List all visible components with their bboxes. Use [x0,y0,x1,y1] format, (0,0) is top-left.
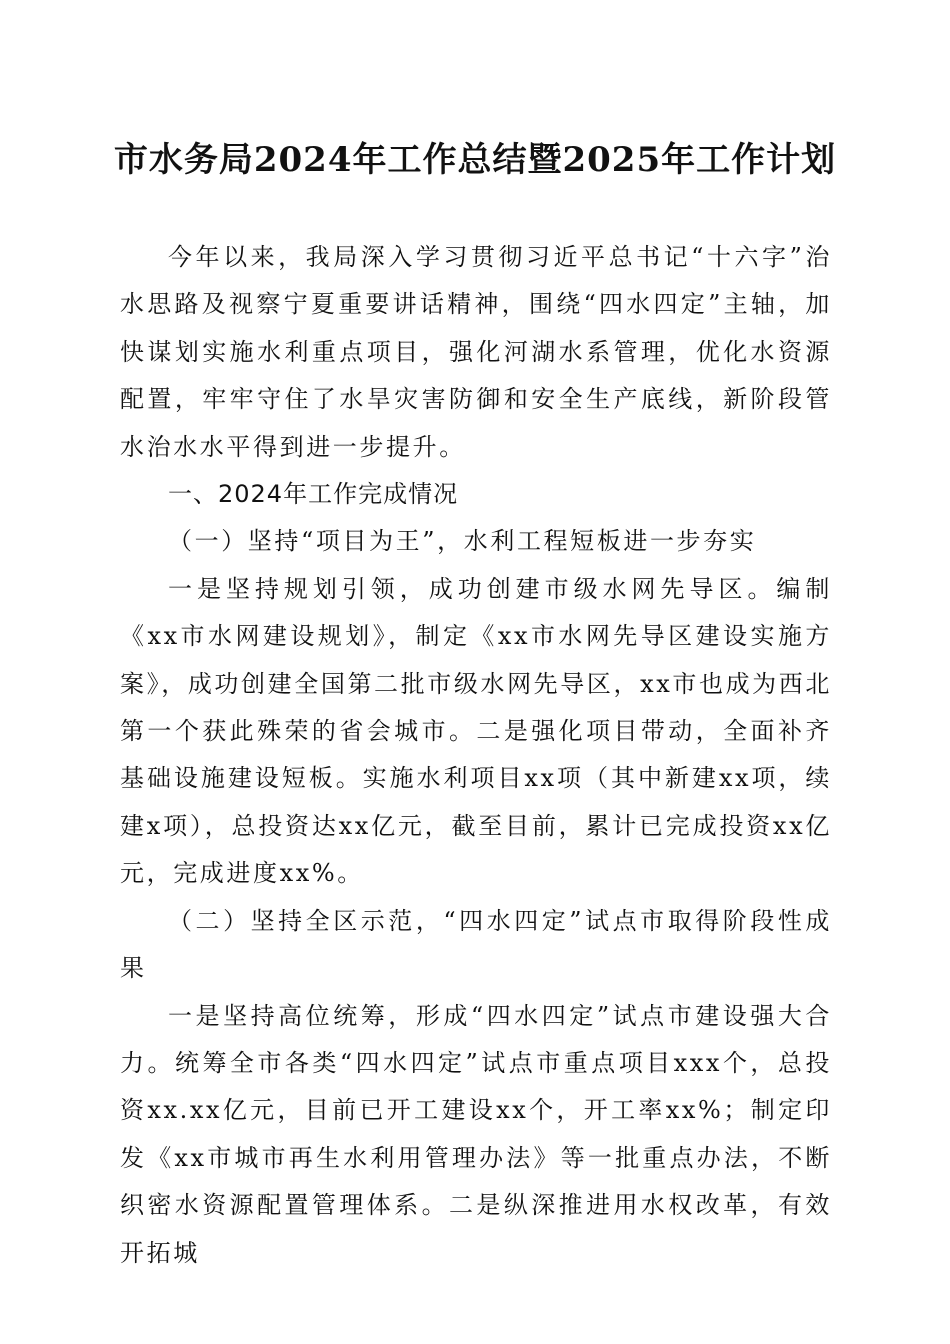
document-title: 市水务局2024年工作总结暨2025年工作计划 [113,140,837,180]
subsection-body-1: 一是坚持规划引领，成功创建市级水网先导区。编制《xx市水网建设规划》，制定《xx市水网先导区建设实施方案》，成功创建全国第二批市级水网先导区，xx市也成为西北第一个获此殊荣的省会城市。二是强化项目带动，全面补齐基础设施建设短板。实施水利项目xx项（其中新建xx项，续建x项），总投资达xx亿元，截至目前，累计已完成投资xx亿元，完成进度xx%。 [120,574,832,888]
document-body [120,234,832,1277]
subsection-heading-2: （二）坚持全区示范，“四水四定”试点市取得阶段性成果 [120,906,832,983]
intro-paragraph: 今年以来，我局深入学习贯彻习近平总书记“十六字”治水思路及视察宁夏重要讲话精神，围绕“四水四定”主轴，加快谋划实施水利重点项目，强化河湖水系管理，优化水资源配置，牢牢守住了水旱灾害防御和安全生产底线，新阶段管水治水水平得到进一步提升。 [120,243,832,461]
subsection-heading-1: （一）坚持“项目为王”，水利工程短板进一步夯实 [168,527,757,556]
section-heading: 一、2024年工作完成情况 [168,480,459,509]
subsection-body-2: 一是坚持高位统筹，形成“四水四定”试点市建设强大合力。统筹全市各类“四水四定”试点市重点项目xxx个，总投资xx.xx亿元，目前已开工建设xx个，开工率xx%；制定印发《xx市城市再生水利用管理办法》等一批重点办法，不断织密水资源配置管理体系。二是纵深推进用水权改革，有效开拓城 [120,1001,832,1267]
